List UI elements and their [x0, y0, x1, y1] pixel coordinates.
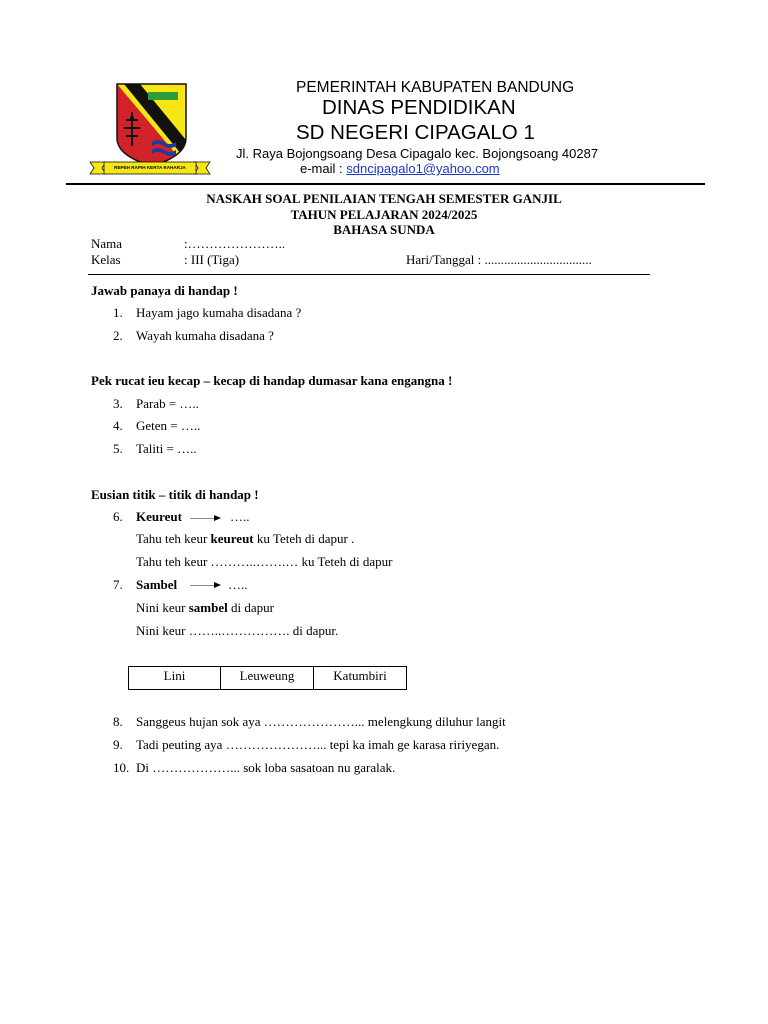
word-bank-cell: Katumbiri: [314, 667, 407, 690]
email-label: e-mail :: [300, 161, 347, 176]
arrow-head-icon: [214, 515, 221, 521]
question-number: 10.: [113, 760, 130, 775]
question-number: 3.: [113, 396, 123, 411]
question-text: Di ………………... sok loba sasatoan nu garalak.: [136, 760, 396, 775]
email-link[interactable]: sdncipagalo1@yahoo.com: [346, 161, 500, 176]
question-number: 8.: [113, 714, 123, 729]
kelas-value: : III (Tiga): [184, 252, 240, 267]
arrow-line: [190, 518, 216, 519]
header-divider: [66, 183, 705, 185]
school-emblem: [88, 82, 212, 178]
answer-dots: …..: [230, 509, 250, 524]
exam-title: NASKAH SOAL PENILAIAN TENGAH SEMESTER GANJIL: [206, 191, 562, 206]
arrow-head-icon: [214, 582, 221, 588]
info-divider: [88, 274, 650, 275]
question-text: Sanggeus hujan sok aya …………………... melengkung diluhur langit: [136, 714, 506, 729]
fill-sentence: Nini keur ……..……………. di dapur.: [136, 623, 339, 638]
arrow-line: [190, 585, 216, 586]
example-sentence: Nini keur sambel di dapur: [136, 600, 274, 615]
section2-heading: Pek rucat ieu kecap – kecap di handap dumasar kana engangna !: [91, 373, 453, 388]
example-sentence: Tahu teh keur keureut ku Teteh di dapur .: [136, 531, 355, 546]
exam-subject: BAHASA SUNDA: [333, 222, 435, 237]
question-number: 7.: [113, 577, 123, 592]
header-email-line: [300, 161, 500, 176]
kelas-label: Kelas: [91, 252, 121, 267]
exam-year: TAHUN PELAJARAN 2024/2025: [290, 207, 478, 222]
header-department: DINAS PENDIDIKAN: [322, 96, 516, 119]
keyword-keureut: Keureut: [136, 509, 182, 524]
question-number: 1.: [113, 305, 123, 320]
section1-heading: Jawab panaya di handap !: [91, 283, 238, 298]
header-school-name: SD NEGERI CIPAGALO 1: [296, 121, 535, 144]
question-text: Geten = …..: [136, 418, 201, 433]
table-row: [129, 667, 407, 690]
header-government: PEMERINTAH KABUPATEN BANDUNG: [296, 79, 575, 96]
question-text: Taliti = …..: [136, 441, 197, 456]
word-bank-cell: Lini: [129, 667, 221, 690]
question-number: 6.: [113, 509, 123, 524]
question-number: 5.: [113, 441, 123, 456]
word-bank-cell: Leuweung: [221, 667, 314, 690]
question-number: 9.: [113, 737, 123, 752]
keyword-sambel: Sambel: [136, 577, 178, 592]
question-number: 2.: [113, 328, 123, 343]
question-number: 4.: [113, 418, 123, 433]
question-text: Wayah kumaha disadana ?: [136, 328, 274, 343]
hari-tanggal-field: Hari/Tanggal : .................................: [406, 252, 592, 267]
word-bank-table: [128, 666, 407, 690]
header-address: Jl. Raya Bojongsoang Desa Cipagalo kec. Bojongsoang 40287: [236, 146, 599, 161]
nama-field: :…………………..: [184, 236, 286, 251]
logo-motto: REPEH RAPIH KERTA RAHARJA: [114, 165, 186, 170]
fill-sentence: Tahu teh keur ………..…….… ku Teteh di dapur: [136, 554, 393, 569]
question-text: Parab = …..: [136, 396, 199, 411]
question-text: Tadi peuting aya …………………... tepi ka imah ge karasa ririyegan.: [136, 737, 500, 752]
nama-label: Nama: [91, 236, 123, 251]
section3-heading: Eusian titik – titik di handap !: [91, 487, 259, 502]
answer-dots: …..: [228, 577, 248, 592]
question-text: Hayam jago kumaha disadana ?: [136, 305, 302, 320]
